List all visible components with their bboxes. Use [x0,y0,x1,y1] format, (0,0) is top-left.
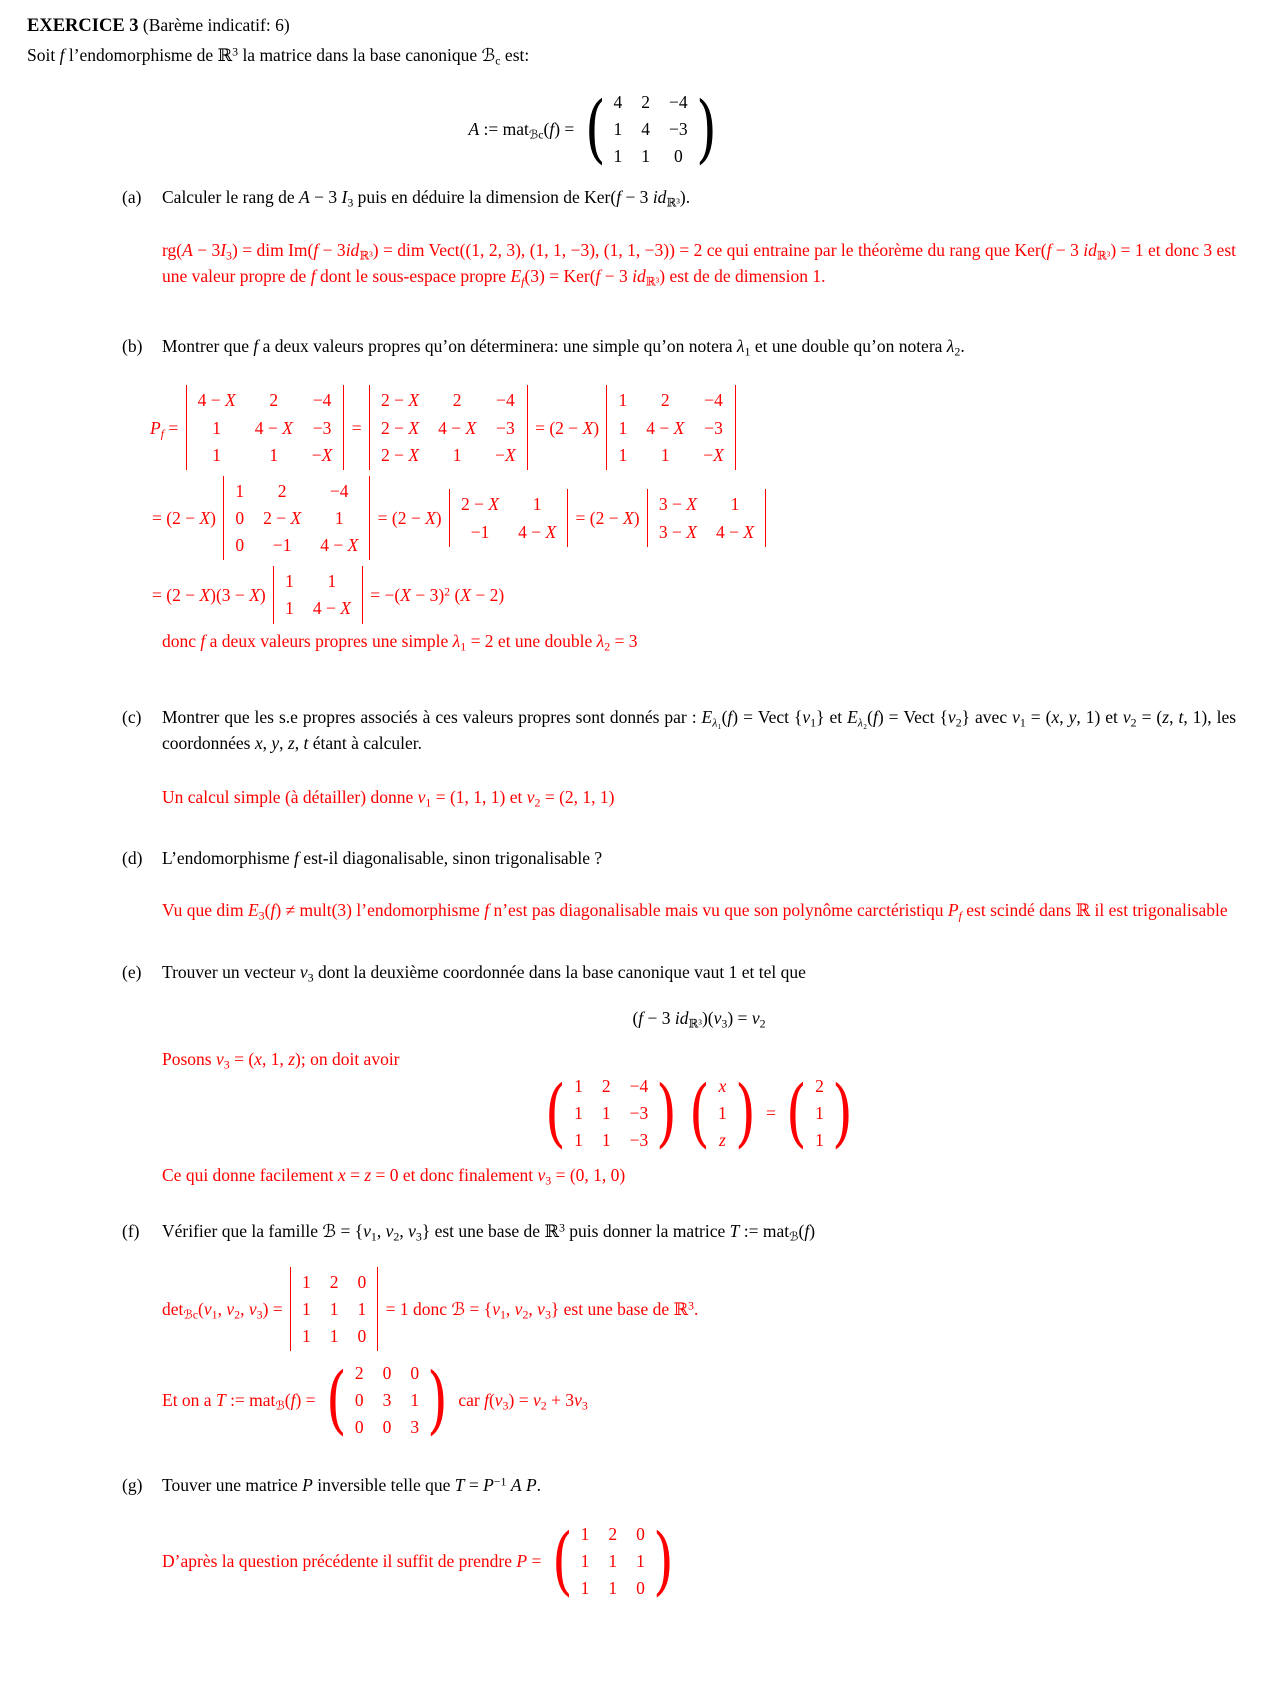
matrix-cell: 1 [452,444,462,465]
matrix-cell: −1 [470,521,490,542]
matrix-cell: 1 [285,571,294,592]
matrix-cell: 4 − X [438,417,477,438]
matrix-cell: 4 − X [320,535,359,556]
math-text: = 1 donc ℬ = {$v_1$, $v_2$, $v_3$} est une base de ℝ$^3$. [381,1298,699,1322]
determinant [223,476,370,560]
matrix [541,1069,681,1156]
matrix-cell: 2 [452,390,462,411]
matrix-cell: −4 [312,390,332,411]
matrix-A-equation [0,85,1200,172]
matrix-cell: 1 [329,1326,339,1346]
matrix-cell: 2 − X [263,507,302,528]
matrix-cell: 0 [235,507,245,528]
matrix-cell: 3 [410,1417,420,1438]
item-e-posons: Posons $v_3 = (x$, 1, z); on doit avoir [162,1048,400,1072]
matrix-cell: 1 [235,480,245,501]
matrix-cell: 0 [357,1271,367,1292]
determinant [290,1267,378,1351]
item-d-label: (d) [122,847,143,868]
matrix-cell: −3 [629,1102,649,1123]
matrix-cell: 0 [636,1523,645,1544]
matrix-cell: 0 [235,535,245,556]
item-c-label: (c) [122,706,142,727]
math-text: = (2 − X)(3 − X) [152,584,271,605]
exercise-title: EXERCICE 3 [27,16,139,36]
left-paren: ( [786,1069,808,1156]
matrix-cell: 1 [574,1130,583,1151]
math-text: (f − 3 $id_{ℝ^3})(v_3) = v_2$ [632,1008,766,1031]
matrix-cell: 0 [382,1363,392,1384]
item-a-body [162,184,1236,289]
matrix-cell: 1 [410,1390,420,1411]
matrix-grid [194,386,337,468]
matrix-cell: 2 [641,92,651,112]
exercise-header [27,12,1236,41]
exercise-subtitle: (Barème indicatif: 6) [138,15,290,35]
matrix-cell: 1 [302,1298,311,1319]
matrix-grid [231,477,362,559]
matrix-cell: 2 [601,1075,611,1096]
left-paren: ( [551,1517,573,1604]
matrix-cell: −X [311,444,333,465]
matrix-cell: 3 − X [658,521,697,542]
item-c-question: Montrer que les s.e propres associés à ces valeurs propres sont donnés par : $E_{\lambda_1}(f)$ = Vect $\{v_1\}$ et $E_{\lambda_2}(f)$ = Vect $\{v_2\}$ avec $v_1 = (x$, y, 1) et $v_2 = (z$, t, 1), les coordonnées x, y, z, t étant à calculer. [162,706,1237,754]
matrix-grid [714,1072,731,1154]
matrix-cell: 0 [636,1578,645,1599]
matrix-cell: 1 [580,1578,590,1599]
matrix-cell: −X [703,444,724,465]
matrix-cell: 3 [382,1390,392,1411]
item-b-label: (b) [122,336,143,357]
matrix-cell: 0 [673,146,683,167]
item-f-T-line [162,1357,1236,1444]
matrix-grid [811,1072,828,1154]
matrix-cell: 1 [613,119,623,140]
matrix-grid [377,386,520,468]
item-f-label: (f) [122,1221,140,1242]
matrix-cell: −4 [496,390,515,411]
matrix [548,1517,678,1604]
item-d [122,845,1236,924]
matrix-cell: 1 [302,1326,311,1346]
matrix-cell: 1 [574,1075,583,1096]
matrix-cell: −3 [312,417,332,438]
matrix-cell: −4 [704,390,723,411]
matrix-cell: 1 [608,1578,618,1599]
matrix-grid [298,1268,370,1350]
math-text: $P_f$ = [150,417,183,441]
matrix-cell: 1 [730,494,740,515]
right-paren: ) [695,85,717,172]
math-text: = (2 − X) [373,507,446,528]
matrix-grid [281,567,355,622]
determinant [606,385,735,469]
matrix-cell: 4 − X [197,390,236,411]
item-c-answer: Un calcul simple (à détailler) donne $v_1 = (1$, 1, 1) et $v_2 = (2$, 1, 1) [162,787,615,810]
matrix-cell: 0 [410,1363,420,1384]
matrix-cell: 2 − X [381,390,420,411]
item-b-conclusion: donc f a deux valeurs propres une simple $\lambda_1 = 2$ et une double $\lambda_2 = 3$ [162,630,638,654]
math-text: car $f(v_3) = v_2 + 3v_3$ [453,1390,588,1413]
item-c [122,704,1236,811]
item-b [122,333,1236,654]
determinant [647,489,766,546]
math-text: = (2 − X) [530,417,604,438]
matrix-cell: 1 [660,444,670,465]
matrix-cell: 4 − X [646,417,685,438]
matrix-cell: 2 − X [461,494,500,515]
item-b-question: Montrer que f a deux valeurs propres qu’on déterminera: une simple qu’on notera $\lambda_1$ et une double qu’on notera $\lambda_2$. [162,336,965,359]
matrix-cell: 1 [618,390,628,411]
item-a-label: (a) [122,187,142,208]
item-f-question: Vérifier que la famille ℬ = {$v_1$, $v_2$, $v_3$} est une base de ℝ$^3$ puis donner la matrice T := mat$_ℬ$(f) [162,1221,816,1245]
matrix-cell: 1 [580,1523,590,1544]
matrix-cell: 1 [636,1550,645,1571]
item-e-label: (e) [122,962,142,983]
matrix-cell: 4 − X [715,521,755,542]
right-paren: ) [652,1517,674,1604]
matrix-cell: −4 [329,480,349,501]
math-text: D’après la question précédente il suffit de prendre P = [162,1550,546,1571]
matrix-cell: 1 [601,1102,611,1123]
math-text: = (2 − X) [571,507,644,528]
math-text: = $-(X - 3)^2$ (X − 2) [365,584,505,605]
item-f-det-line [162,1267,1236,1351]
determinant [186,385,345,469]
matrix-cell: 1 [212,417,222,438]
matrix-cell: 4 − X [254,417,293,438]
matrix-cell: −1 [272,535,292,556]
item-a [122,184,1236,289]
determinant [369,385,528,469]
matrix-cell: 1 [613,146,623,167]
matrix-grid [457,490,560,545]
matrix-cell: −X [495,444,516,465]
matrix-cell: 4 [613,92,623,112]
math-text: $\det_{ℬc}(v_1$, $v_2$, $v_3$) = [162,1298,288,1322]
matrix-cell: 2 [608,1523,618,1544]
matrix-cell: 4 [641,119,651,140]
item-c-body [162,704,1236,811]
determinant [449,489,568,546]
right-paren: ) [427,1357,448,1444]
matrix [581,85,721,172]
item-e-question: Trouver un vecteur $v_3$ dont la deuxième coordonnée dans la base canonique vaut 1 et tel que [162,962,806,985]
right-paren: ) [656,1069,678,1156]
matrix-cell: z [718,1130,726,1151]
left-paren: ( [325,1357,347,1444]
item-g [122,1472,1236,1603]
char-poly-line-2 [152,476,1236,560]
matrix-cell: 1 [269,444,279,465]
left-paren: ( [545,1069,567,1156]
char-poly-line-1 [150,385,1236,469]
determinant [273,566,363,623]
matrix-cell: 1 [532,494,542,515]
item-e-matrix-equation [162,1069,1236,1156]
math-text: = (2 − X) [152,507,221,528]
matrix-cell: 1 [815,1130,824,1151]
matrix-grid [655,490,758,545]
matrix-cell: 1 [357,1298,367,1319]
item-g-label: (g) [122,1474,143,1495]
matrix-cell: 2 [660,390,670,411]
matrix-cell: 2 [815,1075,824,1096]
matrix-cell: −3 [629,1130,649,1151]
math-text: Et on a T := mat$_ℬ$(f) = [162,1390,320,1413]
matrix-cell: 0 [354,1390,364,1411]
matrix-cell: 4 − X [312,598,351,619]
matrix-cell: −3 [704,417,723,438]
left-paren: ( [689,1069,710,1156]
matrix-grid [610,88,692,170]
matrix-cell: −4 [629,1075,649,1096]
matrix-cell: 3 − X [658,494,697,515]
item-d-question: L’endomorphisme f est-il diagonalisable, sinon trigonalisable ? [162,847,603,868]
matrix-cell: 2 [277,480,287,501]
matrix-cell: −3 [669,119,688,140]
matrix-cell: 2 [269,390,279,411]
item-d-body [162,845,1236,924]
matrix [685,1069,760,1156]
item-g-body [162,1472,1236,1603]
intro-text: Soit f l’endomorphisme de ℝ$^3$ la matrice dans la base canonique ℬ$_c$ est: [27,44,530,68]
matrix-cell: 2 − X [381,417,420,438]
matrix-cell: −3 [496,417,515,438]
matrix [782,1069,857,1156]
matrix-cell: 1 [718,1102,727,1123]
math-text: A := mat$_{ℬc}$(f) = [468,119,579,142]
matrix-cell: 1 [618,417,628,438]
matrix-cell: 1 [302,1271,311,1292]
matrix-cell: 1 [212,444,222,465]
left-paren: ( [584,85,606,172]
item-d-answer: Vu que dim $E_3(f)$ ≠ mult(3) l’endomorphisme f n’est pas diagonalisable mais vu que son polynôme carctéristiqu $P_f$ est scindé dans ℝ il est trigonalisable [162,899,1228,923]
item-b-body [150,333,1236,654]
right-paren: ) [831,1069,853,1156]
item-e-displayed-equation [162,1005,1236,1031]
math-text: = [761,1102,781,1123]
item-a-question: Calculer le rang de A − 3 $I_3$ puis en déduire la dimension de Ker(f − 3 $id_{ℝ^3}$). [162,187,691,210]
matrix-cell: x [718,1075,727,1096]
item-f [122,1218,1236,1444]
matrix-cell: 0 [382,1417,392,1438]
matrix-cell: 0 [354,1417,364,1438]
matrix-cell: 1 [329,1298,339,1319]
matrix-cell: 1 [334,507,344,528]
matrix-grid [351,1359,423,1441]
matrix-cell: 4 − X [518,521,557,542]
item-e-body [162,959,1236,1188]
math-text: = [347,417,366,438]
item-e-conclusion: Ce qui donne facilement x = z = 0 et donc finalement $v_3 = (0$, 1, 0) [162,1165,626,1188]
item-e [122,959,1236,1188]
matrix-cell: 1 [574,1102,583,1123]
matrix-grid [614,386,727,468]
matrix-cell: 1 [580,1550,590,1571]
matrix-cell: 2 [354,1363,364,1384]
matrix-cell: 0 [357,1326,367,1346]
matrix-cell: 1 [327,571,337,592]
matrix-cell: 2 − X [381,444,420,465]
char-poly-line-3 [152,566,1236,623]
matrix-cell: 1 [618,444,628,465]
item-g-P-line [162,1517,1236,1604]
matrix [322,1357,452,1444]
matrix-cell: 1 [285,598,294,619]
matrix-grid [577,1520,649,1602]
matrix-cell: 2 [329,1271,339,1292]
matrix-cell: 1 [601,1130,611,1151]
matrix-cell: −4 [669,92,688,112]
item-a-answer: $rg(A - 3I_3)$ = dim $Im(f - 3id_{ℝ^3})$ = dim Vect((1, 2, 3), (1, 1, −3), (1, 1, −3)) = 2 ce qui entraine par le théorème du rang que Ker(f − 3 $id_{ℝ^3}) = 1$ et donc 3 est une valeur propre de f dont le sous-espace propre $E_f(3) = Ker(f - 3$ $id_{ℝ^3}$) est de de dimension 1. [162,239,1236,289]
item-g-question: Touver une matrice P inversible telle que $T = P^{-1}$ A P. [162,1474,542,1495]
matrix-cell: 1 [641,146,651,167]
matrix-cell: 1 [815,1102,824,1123]
item-f-body [162,1218,1236,1444]
matrix-grid [570,1072,652,1154]
matrix-cell: 1 [608,1550,618,1571]
right-paren: ) [734,1069,756,1156]
